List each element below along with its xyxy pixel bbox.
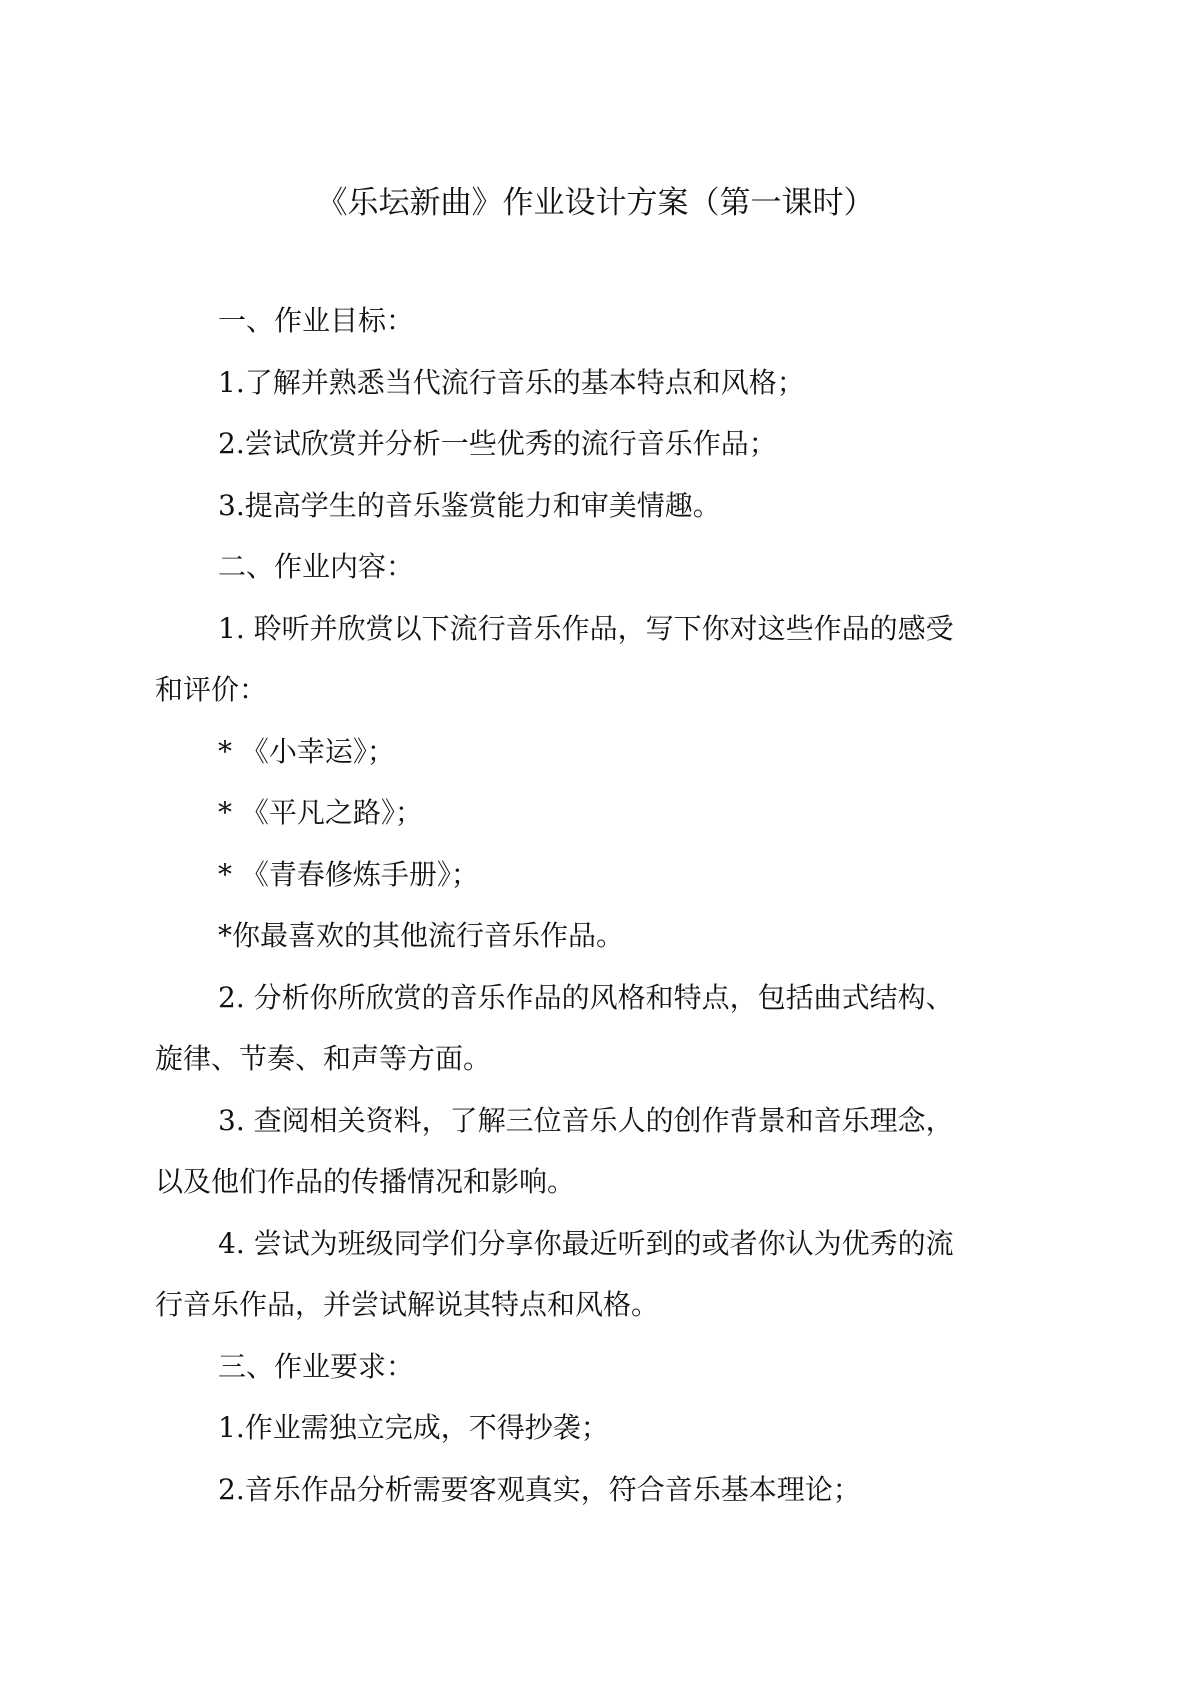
body-line: 4. 尝试为班级同学们分享你最近听到的或者你认为优秀的流 [218, 1226, 954, 1260]
body-line: 二、作业内容： [218, 550, 415, 583]
body-line: * 《小幸运》； [218, 734, 395, 768]
body-line: 三、作业要求： [218, 1349, 415, 1383]
body-line: *你最喜欢的其他流行音乐作品。 [218, 919, 625, 952]
body-line: 和评价： [155, 673, 268, 706]
body-line: 3.提高学生的音乐鉴赏能力和审美情趣。 [218, 488, 721, 522]
body-line: * 《平凡之路》； [218, 796, 423, 829]
body-line: 1. 聆听并欣赏以下流行音乐作品，写下你对这些作品的感受 [218, 611, 954, 645]
body-line: 1.作业需独立完成，不得抄袭； [218, 1411, 609, 1444]
body-line: * 《青春修炼手册》； [218, 857, 479, 891]
body-line: 2.音乐作品分析需要客观真实，符合音乐基本理论； [218, 1472, 861, 1506]
body-line: 3. 查阅相关资料，了解三位音乐人的创作背景和音乐理念， [218, 1103, 954, 1137]
body-line: 一、作业目标： [218, 304, 415, 337]
document-title: 《乐坛新曲》作业设计方案（第一课时） [316, 185, 875, 221]
body-line: 2.尝试欣赏并分析一些优秀的流行音乐作品； [218, 427, 777, 460]
body-line: 行音乐作品，并尝试解说其特点和风格。 [155, 1288, 660, 1321]
body-line: 2. 分析你所欣赏的音乐作品的风格和特点，包括曲式结构、 [218, 980, 954, 1014]
document-body [155, 290, 1065, 1520]
body-line: 旋律、节奏、和声等方面。 [155, 1042, 492, 1075]
body-line: 1.了解并熟悉当代流行音乐的基本特点和风格； [218, 365, 805, 399]
body-line: 以及他们作品的传播情况和影响。 [155, 1165, 576, 1198]
